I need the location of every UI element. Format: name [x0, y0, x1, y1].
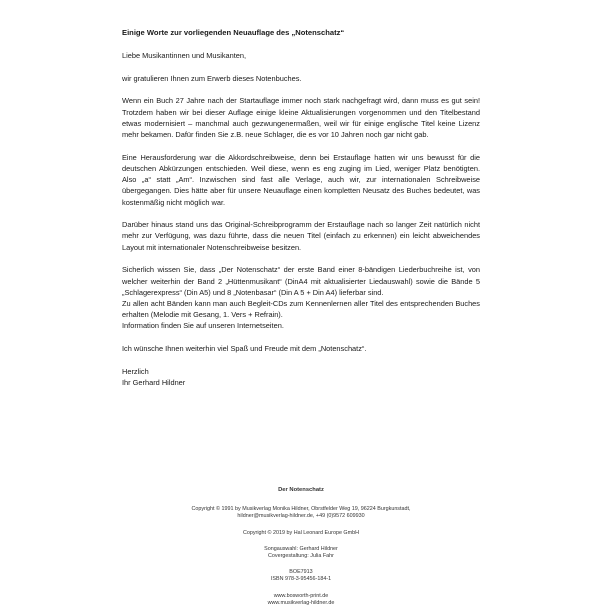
letter-body [122, 28, 480, 400]
paragraph-1: Wenn ein Buch 27 Jahre nach der Startauflage immer noch stark nachgefragt wird, dann muss es gut sein! Trotzdem haben wir bei dieser Auflage einige kleine Aktualisierungen vorgenommen und den Titelbestand etwas modernisiert – manchmal auch gezwungenermaßen, weil wir für einige englische Titel keine Lizenz mehr bekamen. Dafür finden Sie z.B. neue Schlager, die es vor 10 Jahren noch gar nicht gab. [122, 96, 480, 140]
url-bosworth: www.bosworth-print.de [273, 592, 329, 599]
greeting: Liebe Musikantinnen und Musikanten, [122, 51, 247, 60]
paragraph-2: Eine Herausforderung war die Akkordschreibweise, denn bei Erstauflage hatten wir uns bewusst für die deutschen Abkürzungen entschieden. Weil diese, wenn es eng zuging im Lied, weniger Platz benötigten. Also „a“ statt „Am“. Inzwischen sind fast alle Verlage, auch wir, zur internationalen Schreibweise übergegangen. Dies hätte aber für unsere Neuauflage einen kompletten Neusatz des Buches bedeutet, was kostenmäßig nicht möglich war. [122, 152, 480, 207]
closing: Herzlich [122, 366, 149, 376]
url-hildner: www.musikverlag-hildner.de [267, 599, 335, 606]
signature: Ihr Gerhard Hildner [122, 377, 186, 387]
copyright-1-line-2: hildner@musikverlag-hildner.de, +49 (0)9572 609930 [237, 513, 365, 520]
imprint-copyright-1 [122, 506, 480, 520]
imprint-book-title: Der Notenschatz [278, 487, 324, 493]
covergestaltung: Covergestaltung: Julia Fahr [268, 553, 334, 560]
imprint-credits [122, 546, 480, 560]
paragraph-5: Zu allen acht Bänden kann man auch Begleit-CDs zum Kennenlernen aller Titel des entsprechenden Buches erhalten (Melodie mit Gesang, 1. Vers + Refrain). [122, 298, 480, 320]
product-code: BOE7913 [289, 569, 313, 576]
imprint [122, 487, 480, 616]
copyright-1-line-1: Copyright © 1991 by Musikverlag Monika Hildner, Obrstfelder Weg 19, 96224 Burgkunstadt, [191, 506, 411, 513]
imprint-copyright-2: Copyright © 2019 by Hal Leonard Europe GmbH [242, 529, 360, 536]
paragraph-3: Darüber hinaus stand uns das Original-Schreibprogramm der Erstauflage nach so langer Zeit natürlich nicht mehr zur Verfügung, was dazu führte, dass die neuen Titel (einfach zu erkennen) ein leicht abweichendes Layout mit internationaler Notenschreibweise besitzen. [122, 220, 480, 252]
paragraph-6: Information finden Sie auf unseren Internetseiten. [122, 321, 284, 331]
songauswahl: Songauswahl: Gerhard Hildner [264, 545, 338, 552]
page-title: Einige Worte zur vorliegenden Neuauflage des „Notenschatz“ [122, 28, 345, 37]
paragraph-4: Sicherlich wissen Sie, dass „Der Notenschatz“ der erste Band einer 8-bändigen Liederbuchreihe ist, von welcher weiterhin der Band 2 „Hüttenmusikant“ (DinA4 mit aktualisierter Liedauswahl) sowie die Bände 5 „Schlagerexpress“ (Din A5) und 8 „Notenbasar“ (Din A 5 + Din A4) lieferbar sind. [122, 265, 480, 297]
imprint-codes [122, 569, 480, 583]
congratulations: wir gratulieren Ihnen zum Erwerb dieses Notenbuches. [122, 73, 302, 83]
isbn: ISBN 978-3-95456-184-1 [270, 576, 332, 583]
paragraph-7: Ich wünsche Ihnen weiterhin viel Spaß und Freude mit dem „Notenschatz“. [122, 344, 367, 354]
